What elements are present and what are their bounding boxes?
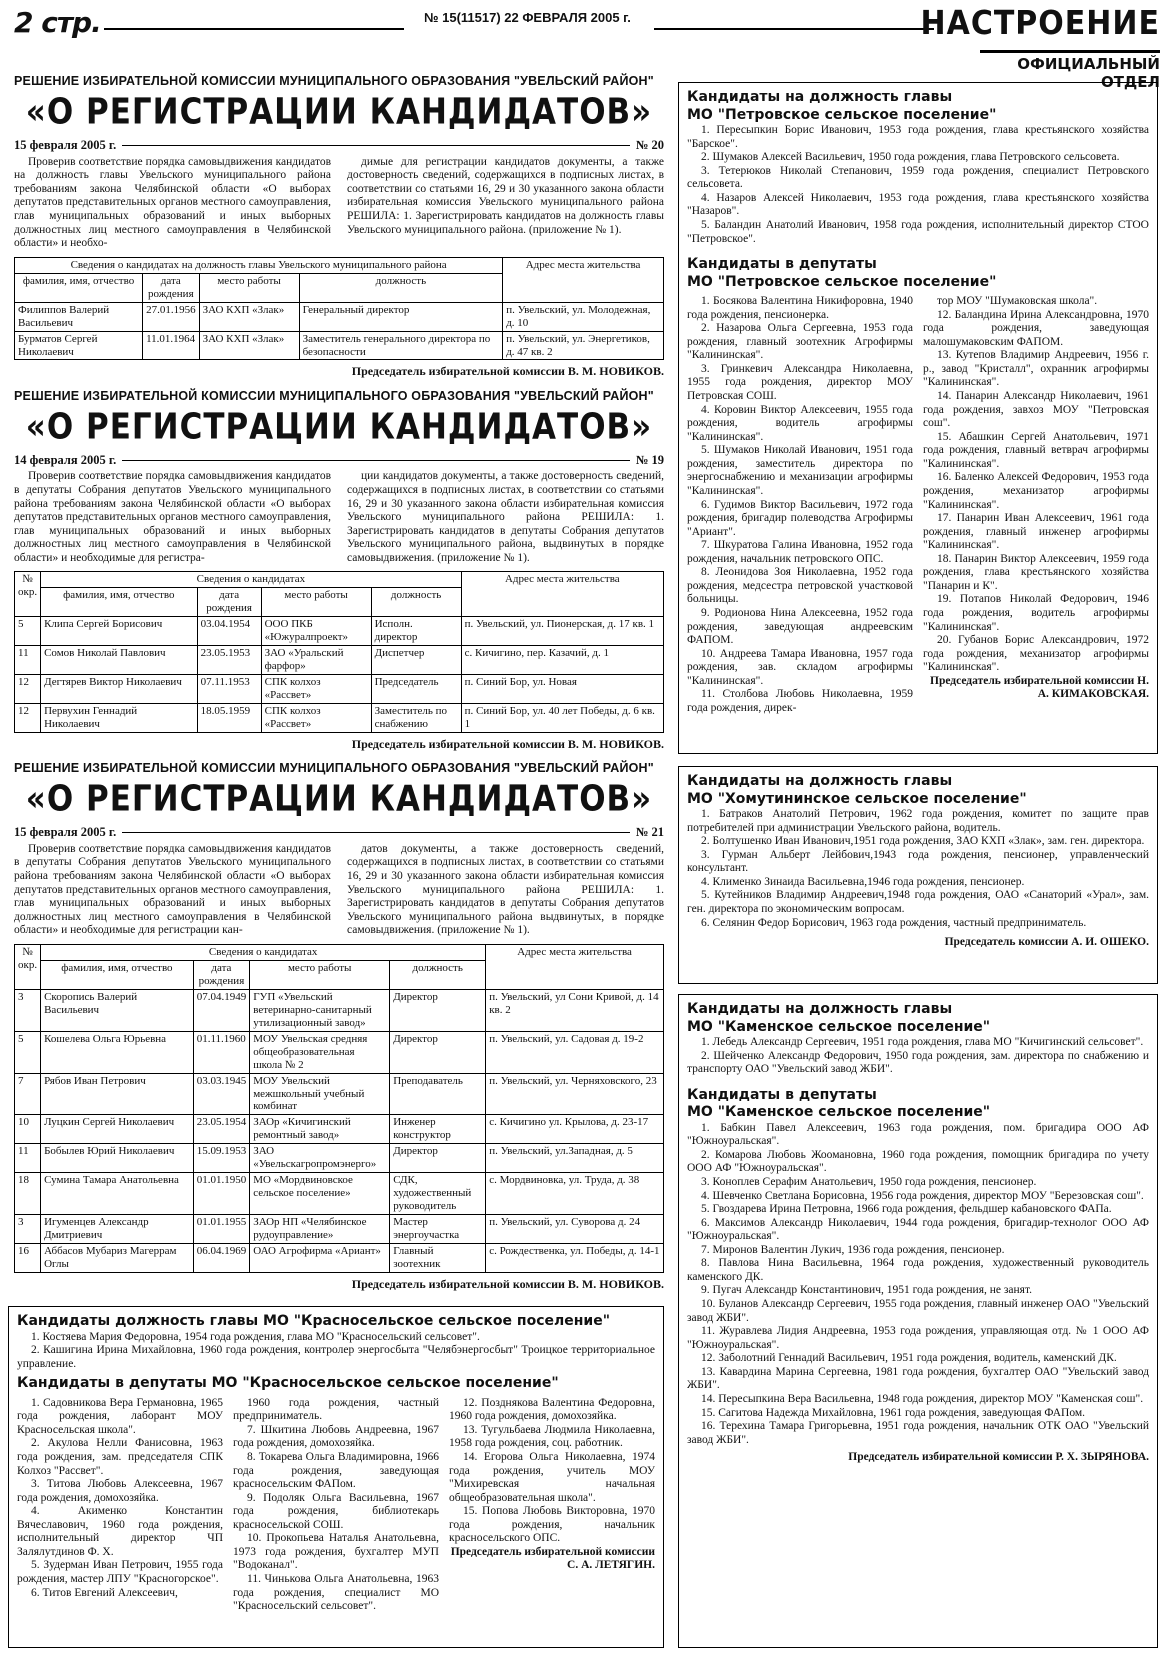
- candidates-table: [14, 257, 664, 361]
- list-item: 7. Шкуратова Галина Ивановна, 1952 года рождения, начальник петровского ОПС.: [687, 539, 913, 565]
- table-cell: 23.05.1954: [193, 1115, 250, 1144]
- list-item: 4. Назаров Алексей Николаевич, 1953 года рождения, глава крестьянского хозяйства "Назаров".: [687, 191, 1149, 218]
- table-row: [15, 675, 664, 704]
- table-cell: СДК, художественный руководитель: [390, 1173, 486, 1215]
- table-cell: 01.11.1960: [193, 1031, 250, 1073]
- decision-title: «О РЕГИСТРАЦИИ КАНДИДАТОВ»: [25, 405, 653, 448]
- list-item: 14. Пересыпкина Вера Васильевна, 1948 года рождения, директор МОУ "Каменская сош".: [701, 1392, 1144, 1405]
- decision-19: [14, 389, 664, 752]
- decision-text: датов документы, а также достоверность сведений, содержащихся в подписных листах, в соответствии со статьями 16, 29 и 30 указанного закона области избирательная комиссия Увельского муниципального района РЕШИЛА: 1. Зарегистрировать кандидатов в депутаты Собрания депутатов Увельского муниципального района выдвинутых, в порядке самовыдвижения. (приложение № 1).: [347, 842, 664, 937]
- table-cell: Аббасов Мубариз Магеррам Оглы: [41, 1244, 194, 1273]
- table-row: [15, 704, 664, 733]
- table-cell: 03.04.1954: [197, 617, 261, 646]
- list-item: 5. Шумаков Николай Иванович, 1951 года рождения, заместитель директора по энергоснабжению и механизации агрофирмы "Калининская".: [687, 444, 913, 497]
- table-cell: Скоропись Валерий Васильевич: [41, 989, 194, 1031]
- table-row: [15, 1115, 664, 1144]
- box-heading: Кандидаты на должность главы: [687, 89, 953, 105]
- list-item: 3. Гурман Альберт Лейбович,1943 года рождения, пенсионер, управленческий консультант.: [687, 848, 1149, 875]
- decision-preheader: РЕШЕНИЕ ИЗБИРАТЕЛЬНОЙ КОМИССИИ МУНИЦИПАЛЬНОГО ОБРАЗОВАНИЯ "УВЕЛЬСКИЙ РАЙОН": [14, 761, 654, 776]
- table-cell: Мастер энергоучастка: [390, 1215, 486, 1244]
- table-cell: п. Увельский, ул. Энергетиков, д. 47 кв. 2: [503, 331, 664, 360]
- decision-text: Проверив соответствие порядка самовыдвижения кандидатов в депутаты Собрания депутатов Увельского муниципального района требованиям закона Челябинской области «О выборах депутатов представительных органов местного самоуправления, глав муниципальных образований и иных выборных должностных лиц местного самоуправления в Челябинской области» и необходимые для регистра-: [14, 470, 331, 564]
- table-cell: 7: [15, 1073, 41, 1115]
- signature: Председатель избирательной комиссии С. А. ЛЕТЯГИН.: [450, 1545, 655, 1572]
- table-cell: МОУ Увельский межшкольный учебный комбинат: [250, 1073, 390, 1115]
- decision-21: [14, 761, 664, 1291]
- signature: Председатель избирательной комиссии Р. Х. ЗЫРЯНОВА.: [848, 1451, 1149, 1464]
- list-item: 6. Селянин Федор Борисович, 1963 года рождения, частный предприниматель.: [701, 916, 1087, 929]
- table-cell: Заместитель генерального директора по безопасности: [299, 331, 503, 360]
- table-header: место работы: [199, 273, 299, 302]
- table-cell: 3: [15, 989, 41, 1031]
- list-item: 17. Панарин Иван Алексеевич, 1961 года рождения, главный инженер агрофирмы "Калининская".: [923, 512, 1149, 552]
- decision-date: 15 февраля 2005 г.: [14, 825, 117, 840]
- list-item: 15. Попова Любовь Викторовна, 1970 года рождения, начальник красносельского ОПС.: [449, 1505, 655, 1545]
- table-cell: Председатель: [371, 675, 461, 704]
- table-cell: с. Кичигино ул. Крылова, д. 23-17: [486, 1115, 664, 1144]
- table-cell: 11: [15, 1144, 41, 1173]
- table-header: дата рождения: [197, 588, 261, 617]
- table-cell: 01.01.1955: [193, 1215, 250, 1244]
- table-row: [15, 302, 664, 331]
- list-item: 5. Гвоздарева Ирина Петровна, 1966 года рождения, фельдшер кабановского ФАПа.: [701, 1203, 1112, 1216]
- list-item: 3. Коноплев Серафим Анатольевич, 1950 года рождения, пенсионер.: [701, 1175, 1037, 1188]
- table-row: [15, 1031, 664, 1073]
- decision-20: [14, 74, 664, 379]
- table-cell: п. Увельский, ул.Западная, д. 5: [486, 1144, 664, 1173]
- petrovskoe-box: [678, 82, 1158, 754]
- list-item: 1. Пересыпкин Борис Иванович, 1953 года рождения, глава крестьянского хозяйства "Барское".: [687, 124, 1149, 150]
- table-cell: Клипа Сергей Борисович: [41, 617, 198, 646]
- table-header: фамилия, имя, отчество: [41, 960, 194, 989]
- table-cell: 3: [15, 1215, 41, 1244]
- box-heading: МО "Хомутининское сельское поселение": [687, 790, 1027, 807]
- list-item: 4. Клименко Зинаида Васильевна,1946 года рождения, пенсионер.: [701, 875, 1025, 888]
- list-item: 12. Заболотний Геннадий Васильевич, 1951 года рождения, водитель, каменский ДК.: [701, 1352, 1117, 1365]
- box-heading: МО "Каменское сельское поселение": [687, 1018, 991, 1035]
- decision-number: № 19: [635, 452, 664, 467]
- list-item: 7. Шкитина Любовь Андреевна, 1967 года рождения, домохозяйка.: [233, 1423, 439, 1450]
- list-item: 4. Акименко Константин Вячеславович, 1960 года рождения, исполнительный директор ЧП Залялутдинов Ф. Х.: [17, 1505, 223, 1558]
- decision-text: Проверив соответствие порядка самовыдвижения кандидатов в депутаты Собрания депутатов Увельского муниципального района требованиям закона Челябинской области «О выборах депутатов представительных органов местного самоуправления, глав муниципальных образований и иных выборных должностных лиц местного самоуправления в Челябинской области» и необходимые для регистрации кан-: [14, 842, 331, 937]
- list-item: 6. Титов Евгений Алексеевич,: [31, 1586, 178, 1599]
- table-header: № окр.: [15, 944, 41, 989]
- table-cell: Сумина Тамара Анатольевна: [41, 1173, 194, 1215]
- table-header: Сведения о кандидатах: [41, 572, 462, 588]
- list-item: 1. Костяева Мария Федоровна, 1954 года рождения, глава МО "Красносельский сельсовет".: [31, 1330, 480, 1343]
- list-item: 14. Панарин Александр Николаевич, 1961 года рождения, завхоз МОУ "Петровская сош".: [923, 390, 1149, 430]
- table-row: [15, 1173, 664, 1215]
- table-cell: Главный зоотехник: [390, 1244, 486, 1273]
- list-item: 20. Губанов Борис Александрович, 1972 года рождения, механизатор агрофирмы "Калининская".: [923, 634, 1149, 674]
- list-item: 15. Сагитова Надежда Михайловна, 1961 года рождения, заведующая ФАПом.: [701, 1406, 1086, 1419]
- table-cell: п. Синий Бор, ул. 40 лет Победы, д. 6 кв. 1: [461, 704, 663, 733]
- list-item: 2. Кашигина Ирина Михайловна, 1960 года рождения, контролер энергосбыта "Челябэнергосбыт" Троицкое территориальное управление.: [17, 1344, 655, 1370]
- table-cell: п. Увельский, ул Сони Кривой, д. 14 кв. 2: [486, 989, 664, 1031]
- table-cell: с. Кичигино, пер. Казачий, д. 1: [461, 646, 663, 675]
- table-cell: 18.05.1959: [197, 704, 261, 733]
- table-cell: ЗАО КХП «Злак»: [199, 331, 299, 360]
- table-cell: 27.01.1956: [143, 302, 200, 331]
- decision-preheader: РЕШЕНИЕ ИЗБИРАТЕЛЬНОЙ КОМИССИИ МУНИЦИПАЛЬНОГО ОБРАЗОВАНИЯ "УВЕЛЬСКИЙ РАЙОН": [14, 74, 654, 88]
- table-header: место работы: [250, 960, 390, 989]
- list-item: 2. Шумаков Алексей Васильевич, 1950 года рождения, глава Петровского сельсовета.: [701, 151, 1120, 164]
- table-header: Сведения о кандидатах: [41, 944, 486, 960]
- list-item: 5. Зудерман Иван Петрович, 1955 года рождения, мастер ЛПУ "Красногорское".: [17, 1559, 223, 1585]
- table-cell: 11.01.1964: [143, 331, 200, 360]
- table-cell: 23.05.1953: [197, 646, 261, 675]
- newspaper-title: НАСТРОЕНИЕ: [920, 4, 1160, 43]
- box-heading: Кандидаты на должность главы: [687, 773, 953, 789]
- table-header: должность: [390, 960, 486, 989]
- box-heading: Кандидаты на должность главы: [687, 1001, 953, 1017]
- decision-date: 14 февраля 2005 г.: [14, 452, 117, 467]
- decision-title: «О РЕГИСТРАЦИИ КАНДИДАТОВ»: [25, 778, 653, 820]
- table-header: фамилия, имя, отчество: [15, 273, 143, 302]
- list-item: 6. Максимов Александр Николаевич, 1944 года рождения, бригадир-технолог ООО АФ "Южноуральская".: [687, 1216, 1149, 1243]
- decision-text: ции кандидатов документы, а также достоверность сведений, содержащихся в подписных листах, в соответствии со статьями 16, 29 и 30 указанного закона области избирательная комиссия Увельского муниципального района РЕШИЛА: 1. Зарегистрировать кандидатов в депутаты Собрания депутатов Увельского муниципального района, выдвинутых в порядке самовыдвижения. (приложение № 1).: [347, 470, 664, 564]
- list-item: 1960 года рождения, частный предприниматель.: [233, 1396, 439, 1423]
- table-row: [15, 1215, 664, 1244]
- table-cell: Рябов Иван Петрович: [41, 1073, 194, 1115]
- list-item: 11. Столбова Любовь Николаевна, 1959 года рождения, дирек-: [687, 688, 913, 714]
- table-cell: Бобылев Юрий Николаевич: [41, 1144, 194, 1173]
- list-item: 2. Назарова Ольга Сергеевна, 1953 года рождения, главный зоотехник Агрофирмы "Калининская".: [687, 322, 913, 362]
- table-header: Адрес места жительства: [503, 257, 664, 302]
- list-item: 11. Чинькова Ольга Анатольевна, 1963 года рождения, специалист МО "Красносельский сельсовет".: [233, 1573, 439, 1613]
- decision-number: № 21: [635, 825, 664, 840]
- table-cell: 12: [15, 675, 41, 704]
- list-item: 3. Титова Любовь Алексеевна, 1967 года рождения, домохозяйка.: [17, 1478, 223, 1504]
- section-label: ОФИЦИАЛЬНЫЙ ОТДЕЛ: [980, 50, 1160, 91]
- table-cell: ГУП «Увельский ветеринарно-санитарный утилизационный завод»: [250, 989, 390, 1031]
- box-heading: Кандидаты в депутаты: [687, 1086, 877, 1103]
- table-header: Сведения о кандидатах на должность главы Увельского муниципального района: [15, 257, 503, 273]
- table-cell: 11: [15, 646, 41, 675]
- list-item: 2. Болтушенко Иван Иванович,1951 года рождения, ЗАО КХП «Злак», зам. ген. директора.: [701, 835, 1145, 848]
- table-header: место работы: [261, 588, 371, 617]
- box-heading: МО "Каменское сельское поселение": [687, 1104, 991, 1121]
- list-item: 6. Гудимов Виктор Васильевич, 1972 года рождения, бригадир полеводства Агрофирмы "Ариант".: [687, 498, 913, 538]
- table-cell: 5: [15, 1031, 41, 1073]
- table-cell: п. Увельский, ул. Черняховского, 23: [486, 1073, 664, 1115]
- list-item: 14. Егорова Ольга Николаевна, 1974 года рождения, учитель МОУ "Михиревская начальная общеобразовательная школа".: [449, 1450, 655, 1504]
- signature: Председатель избирательной комиссии В. М. НОВИКОВ.: [351, 1277, 664, 1292]
- list-item: 2. Комарова Любовь Жоомановна, 1960 года рождения, помощник бригадира по учету ООО АФ "Южноуральская".: [687, 1148, 1149, 1175]
- table-header: должность: [299, 273, 503, 302]
- decision-text: Проверив соответствие порядка самовыдвижения кандидатов на должность главы Увельского муниципального района требованиям закона Челябинской области «О выборах депутатов представительных органов местного самоуправления, глав муниципальных образований и иных выборных должностных лиц местного самоуправления в Челябинской области» и необхо-: [14, 155, 331, 250]
- list-item: 13. Кутепов Владимир Андреевич, 1956 г. р., завод "Кристалл", охранник агрофирмы "Калининская".: [923, 349, 1149, 389]
- decision-preheader: РЕШЕНИЕ ИЗБИРАТЕЛЬНОЙ КОМИССИИ МУНИЦИПАЛЬНОГО ОБРАЗОВАНИЯ "УВЕЛЬСКИЙ РАЙОН": [14, 388, 654, 403]
- box-heading: МО "Петровское сельское поселение": [687, 106, 997, 123]
- list-item: 8. Токарева Ольга Владимировна, 1966 года рождения, заведующая красносельским ФАПом.: [233, 1450, 439, 1491]
- signature: Председатель комиссии А. И. ОШЕКО.: [944, 936, 1149, 949]
- table-header: Адрес места жительства: [486, 944, 664, 989]
- table-cell: п. Синий Бор, ул. Новая: [461, 675, 663, 704]
- table-row: [15, 617, 664, 646]
- kamenskoe-box: [678, 994, 1158, 1648]
- table-cell: Первухин Геннадий Николаевич: [41, 704, 198, 733]
- list-item: 12. Баландина Ирина Александровна, 1970 года рождения, заведующая малошумаковским ФАПОМ.: [923, 308, 1149, 348]
- list-item: 5. Кутейников Владимир Андреевич,1948 года рождения, ОАО «Санаторий «Урал», зам. ген. директора по экономическим вопросам.: [687, 889, 1149, 915]
- table-header: № окр.: [15, 572, 41, 617]
- decision-number: № 20: [635, 138, 664, 152]
- table-cell: Генеральный директор: [299, 302, 503, 331]
- table-cell: ОАО Агрофирма «Ариант»: [250, 1244, 390, 1273]
- table-cell: ЗАОр «Кичигинский ремонтный завод»: [250, 1115, 390, 1144]
- decision-date: 15 февраля 2005 г.: [14, 138, 117, 152]
- table-cell: Директор: [390, 1031, 486, 1073]
- box-heading: Кандидаты должность главы МО "Красносельское сельское поселение": [17, 1313, 611, 1329]
- divider: [104, 28, 404, 30]
- list-item: 13. Тугульбаева Людмила Николаевна, 1958 года рождения, соц. работник.: [449, 1423, 655, 1450]
- table-cell: Сомов Николай Павлович: [41, 646, 198, 675]
- table-cell: Заместитель по снабжению: [371, 704, 461, 733]
- table-cell: п. Увельский, ул. Садовая д. 19-2: [486, 1031, 664, 1073]
- table-row: [15, 646, 664, 675]
- table-cell: Игуменцев Александр Дмитриевич: [41, 1215, 194, 1244]
- table-cell: Бурматов Сергей Николаевич: [15, 331, 143, 360]
- table-cell: Директор: [390, 1144, 486, 1173]
- table-cell: 5: [15, 617, 41, 646]
- table-cell: с. Мордвиновка, ул. Труда, д. 38: [486, 1173, 664, 1215]
- box-heading: Кандидаты в депутаты МО "Красносельское сельское поселение": [17, 1375, 559, 1392]
- list-item: 9. Подоляк Ольга Васильевна, 1967 года рождения, библиотекарь красносельской СОШ.: [233, 1491, 439, 1531]
- page-number: 2 стр.: [14, 6, 101, 39]
- list-item: 1. Садовникова Вера Германовна, 1965 года рождения, лаборант МОУ Красносельская школа".: [17, 1396, 223, 1436]
- list-item: 7. Миронов Валентин Лукич, 1936 года рождения, пенсионер.: [701, 1243, 1005, 1256]
- list-item: 16. Терехина Тамара Григорьевна, 1951 года рождения, начальник ОТК ОАО "Увельский завод ЖБИ".: [687, 1420, 1149, 1446]
- list-item: 1. Лебедь Александр Сергеевич, 1951 года рождения, глава МО "Кичигинский сельсовет".: [701, 1036, 1144, 1048]
- list-item: 9. Родионова Нина Алексеевна, 1952 года рождения, заведующая андреевским ФАПОМ.: [687, 607, 913, 647]
- table-header: дата рождения: [143, 273, 200, 302]
- list-item: 16. Баленко Алексей Федорович, 1953 года рождения, механизатор агрофирмы "Калининская".: [923, 471, 1149, 511]
- decision-dateline: [14, 453, 664, 468]
- table-cell: 03.03.1945: [193, 1073, 250, 1115]
- table-row: [15, 989, 664, 1031]
- table-cell: ЗАОр НП «Челябинское рудоуправление»: [250, 1215, 390, 1244]
- table-cell: п. Увельский, ул. Пионерская, д. 17 кв. 1: [461, 617, 663, 646]
- list-item: 8. Павлова Нина Васильевна, 1964 года рождения, художественный руководитель каменского ДК.: [687, 1257, 1149, 1283]
- table-cell: 07.11.1953: [197, 675, 261, 704]
- box-heading: Кандидаты в депутаты: [687, 256, 877, 273]
- table-cell: СПК колхоз «Рассвет»: [261, 704, 371, 733]
- table-cell: Преподаватель: [390, 1073, 486, 1115]
- table-cell: Кошелева Ольга Юрьевна: [41, 1031, 194, 1073]
- decision-dateline: [14, 825, 664, 840]
- table-cell: ООО ПКБ «Южуралпроект»: [261, 617, 371, 646]
- list-item: 12. Позднякова Валентина Федоровна, 1960 года рождения, домохозяйка.: [449, 1396, 655, 1423]
- candidates-table: [14, 571, 664, 733]
- decision-title: «О РЕГИСТРАЦИИ КАНДИДАТОВ»: [25, 91, 653, 133]
- box-heading: МО "Петровское сельское поселение": [687, 273, 997, 290]
- issue-line: № 15(11517) 22 ФЕВРАЛЯ 2005 г.: [424, 10, 631, 25]
- table-cell: Директор: [390, 989, 486, 1031]
- table-cell: 16: [15, 1244, 41, 1273]
- divider: [654, 28, 934, 30]
- list-item: 4. Коровин Виктор Алексеевич, 1955 года рождения, водитель агрофирмы "Калининская".: [687, 403, 913, 443]
- table-cell: п. Увельский, ул. Суворова д. 24: [486, 1215, 664, 1244]
- table-cell: п. Увельский, ул. Молодежная, д. 10: [503, 302, 664, 331]
- list-item: 10. Буланов Александр Сергеевич, 1955 года рождения, главный инженер ОАО "Увельский завод ЖБИ".: [687, 1298, 1149, 1324]
- table-header: дата рождения: [193, 960, 250, 989]
- candidates-table: [14, 944, 664, 1273]
- table-cell: 07.04.1949: [193, 989, 250, 1031]
- table-cell: Дегтярев Виктор Николаевич: [41, 675, 198, 704]
- signature: Председатель избирательной комиссии В. М. НОВИКОВ.: [351, 736, 664, 751]
- list-item: 2. Шейченко Александр Федорович, 1950 года рождения, зам. директора по снабжению и транспорту ОАО "Увельский завод ЖБИ".: [687, 1049, 1149, 1076]
- table-header: фамилия, имя, отчество: [41, 588, 198, 617]
- left-column: [14, 74, 664, 1291]
- table-cell: Филиппов Валерий Васильевич: [15, 302, 143, 331]
- table-cell: 10: [15, 1115, 41, 1144]
- table-cell: СПК колхоз «Рассвет»: [261, 675, 371, 704]
- list-item: 13. Кавардина Марина Сергеевна, 1981 года рождения, бухгалтер ОАО "Увельский завод ЖБИ".: [687, 1365, 1149, 1392]
- list-item: 1. Бабкин Павел Алексеевич, 1963 года рождения, пом. бригадира ООО АФ "Южноуральская".: [687, 1121, 1149, 1148]
- table-header: Адрес места жительства: [461, 572, 663, 617]
- table-cell: 15.09.1953: [193, 1144, 250, 1173]
- decision-text: димые для регистрации кандидатов документы, а также достоверность сведений, содержащихся в подписных листах, в соответствии со статьями 16, 29 и 30 указанного закона области избирательная комиссия Увельского муниципального района РЕШИЛА: 1. Зарегистрировать кандидатов на должность главы Увельского муниципального района. (приложение № 1).: [347, 155, 664, 236]
- list-item: 3. Гринкевич Александра Николаевна, 1955 года рождения, директор МОУ Петровская СОШ.: [687, 362, 913, 402]
- table-row: [15, 1144, 664, 1173]
- list-item: 1. Батраков Анатолий Петрович, 1962 года рождения, комитет по защите прав потребителей при администрации Увельского района, водитель.: [687, 808, 1149, 834]
- list-item: 4. Шевченко Светлана Борисовна, 1956 года рождения, директор МОУ "Березовская сош".: [701, 1189, 1144, 1202]
- table-row: [15, 1244, 664, 1273]
- list-item: 11. Журавлева Лидия Андреевна, 1953 года рождения, управляющая отд. № 1 ООО АФ "Южноуральская".: [687, 1325, 1149, 1351]
- decision-dateline: [14, 138, 664, 153]
- signature: Председатель избирательной комиссии В. М. НОВИКОВ.: [351, 364, 664, 379]
- homutininskoe-box: [678, 766, 1158, 984]
- list-item: 18. Панарин Виктор Алексеевич, 1959 года рождения, глава крестьянского хозяйства "Панарин и К".: [923, 552, 1149, 592]
- table-cell: ЗАО «Увельскагропромэнерго»: [250, 1144, 390, 1173]
- table-cell: Диспетчер: [371, 646, 461, 675]
- table-cell: 06.04.1969: [193, 1244, 250, 1273]
- krasnoselskoe-box: [8, 1306, 664, 1648]
- table-row: [15, 1073, 664, 1115]
- list-item: 1. Босякова Валентина Никифоровна, 1940 года рождения, пенсионерка.: [687, 295, 913, 321]
- table-header: должность: [371, 588, 461, 617]
- table-cell: МОУ Увельская средняя общеобразовательная школа № 2: [250, 1031, 390, 1073]
- table-cell: 01.01.1950: [193, 1173, 250, 1215]
- list-item: 19. Потапов Николай Федорович, 1946 года рождения, водитель агрофирмы "Калининская".: [923, 593, 1149, 633]
- signature: Председатель избирательной комиссии Н. А. КИМАКОВСКАЯ.: [930, 674, 1149, 701]
- list-item: 9. Пугач Александр Константинович, 1951 года рождения, не занят.: [701, 1284, 1033, 1297]
- list-item: 5. Баландин Анатолий Иванович, 1958 года рождения, исполнительный директор СТОО "Петровское".: [687, 218, 1149, 245]
- list-item: 15. Абашкин Сергей Анатольевич, 1971 года рождения, главный ветврач агрофирмы "Калининская".: [923, 430, 1149, 470]
- table-cell: Исполн. директор: [371, 617, 461, 646]
- table-cell: с. Рождественка, ул. Победы, д. 14-1: [486, 1244, 664, 1273]
- list-item: 3. Тетерюков Николай Степанович, 1959 года рождения, специалист Петровского сельсовета.: [687, 164, 1149, 191]
- list-item: 8. Леонидова Зоя Николаевна, 1952 года рождения, медсестра петровской участковой больницы.: [687, 566, 913, 606]
- list-item: 10. Андреева Тамара Ивановна, 1957 года рождения, зав. складом агрофирмы "Калининская".: [687, 647, 913, 687]
- table-row: [15, 331, 664, 360]
- table-cell: 18: [15, 1173, 41, 1215]
- list-item: тор МОУ "Шумаковская школа".: [937, 295, 1098, 308]
- table-cell: Луцкин Сергей Николаевич: [41, 1115, 194, 1144]
- list-item: 10. Прокопьева Наталья Анатольевна, 1973 года рождения, бухгалтер МУП "Водоканал".: [233, 1532, 439, 1572]
- table-cell: Инженер конструктор: [390, 1115, 486, 1144]
- masthead: [14, 6, 1160, 42]
- table-cell: 12: [15, 704, 41, 733]
- table-cell: МО «Мордвиновское сельское поселение»: [250, 1173, 390, 1215]
- table-cell: ЗАО «Уральский фарфор»: [261, 646, 371, 675]
- table-cell: ЗАО КХП «Злак»: [199, 302, 299, 331]
- list-item: 2. Акулова Нелли Фанисовна, 1963 года рождения, зам. председателя СПК Колхоз "Рассвет".: [17, 1437, 223, 1477]
